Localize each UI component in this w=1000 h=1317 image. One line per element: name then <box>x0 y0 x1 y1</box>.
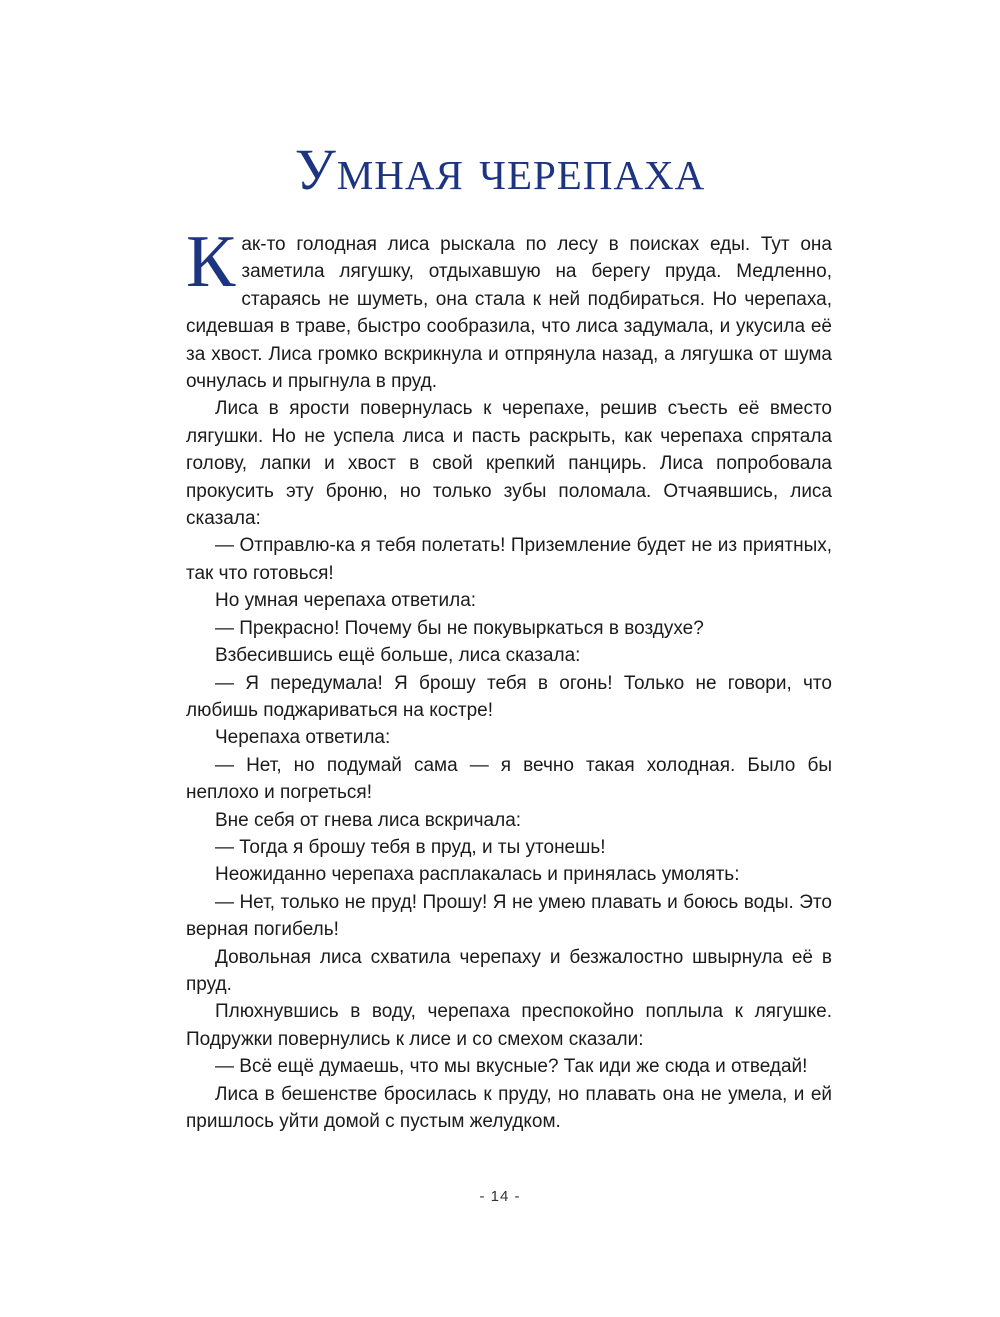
paragraph-1 <box>186 221 832 395</box>
story-body <box>186 221 832 1135</box>
paragraph-3: — Отправлю-ка я тебя полетать! Приземление будет не из приятных, так что готовься! <box>186 535 832 584</box>
drop-cap: К <box>186 221 236 303</box>
paragraph-12: Неожиданно черепаха расплакалась и принялась умолять: <box>215 864 740 886</box>
paragraph-14: Довольная лиса схватила черепаху и безжалостно швырнула её в пруд. <box>186 946 832 995</box>
paragraph-15: Плюхнувшись в воду, черепаха преспокойно поплыла к лягушке. Подружки повернулись к лисе и со смехом сказали: <box>186 1001 832 1050</box>
paragraph-9: — Нет, но подумай сама — я вечно такая холодная. Было бы неплохо и погреться! <box>186 754 832 804</box>
paragraph-17: Лиса в бешенстве бросилась к пруду, но плавать она не умела, и ей пришлось уйти домой с пустым желудком. <box>186 1083 832 1132</box>
paragraph-11: — Тогда я брошу тебя в пруд, и ты утонешь! <box>215 836 606 858</box>
paragraph-16: — Всё ещё думаешь, что мы вкусные? Так иди же сюда и отведай! <box>215 1056 808 1078</box>
story-title: Умная черепаха <box>294 137 706 202</box>
paragraph-5: — Прекрасно! Почему бы не покувыркаться в воздухе? <box>215 617 704 639</box>
paragraph-10: Вне себя от гнева лиса вскричала: <box>215 809 522 831</box>
paragraph-13: — Нет, только не пруд! Прошу! Я не умею плавать и боюсь воды. Это верная погибель! <box>186 891 832 941</box>
paragraph-7: — Я передумала! Я брошу тебя в огонь! Только не говори, что любишь поджариваться на костре! <box>186 672 832 721</box>
paragraph-4: Но умная черепаха ответила: <box>215 590 477 612</box>
paragraph-6: Взбесившись ещё больше, лиса сказала: <box>215 645 581 667</box>
paragraph-1-text: ак-то голодная лиса рыскала по лесу в поисках еды. Тут она заметила лягушку, отдыхавшую на берегу пруда. Медленно, стараясь не шуметь, она стала к ней подбираться. Но черепаха, сидевшая в траве, быстро сообразила, что лиса задумала, и укусила её за хвост. Лиса громко вскрикнула и отпрянула назад, а лягушка от шума очнулась и прыгнула в пруд. <box>186 234 832 393</box>
paragraph-8: Черепаха ответила: <box>215 727 391 749</box>
page-number: - 14 - <box>479 1188 521 1205</box>
paragraph-2: Лиса в ярости повернулась к черепахе, решив съесть её вместо лягушки. Но не успела лиса и пасть раскрыть, как черепаха спрятала голову, лапки и хвост в свой крепкий панцирь. Лиса попробовала прокусить эту броню, но только зубы поломала. Отчаявшись, лиса сказала: <box>186 398 832 530</box>
